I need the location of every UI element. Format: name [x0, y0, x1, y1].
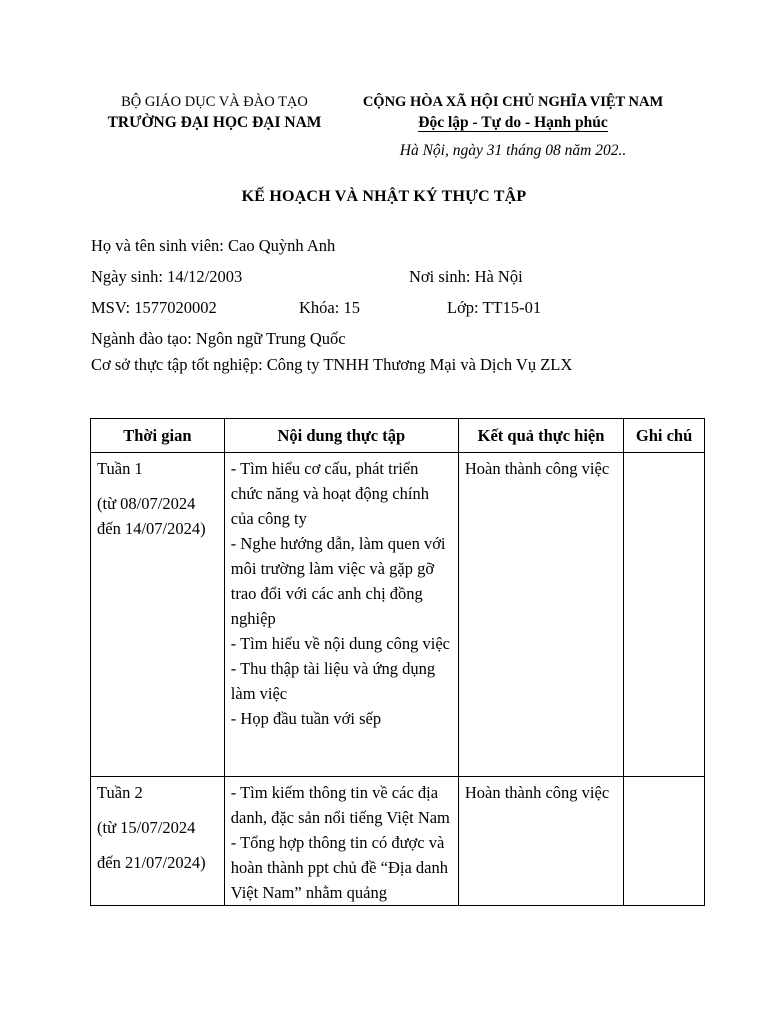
note-cell [624, 453, 705, 777]
document-title: KẾ HOẠCH VÀ NHẬT KÝ THỰC TẬP [241, 188, 527, 205]
result-cell: Hoàn thành công việc [458, 777, 623, 906]
school-name: TRƯỜNG ĐẠI HỌC ĐẠI NAM [107, 114, 322, 131]
national-header [348, 92, 678, 134]
week-label: Tuần 2 [97, 783, 143, 802]
content-item: - Họp đầu tuần với sếp [230, 709, 382, 728]
week-period [97, 491, 218, 541]
content-item: - Tổng hợp thông tin có được và hoàn thành ppt chủ đề “Địa danh Việt Nam” nhằm quảng [230, 833, 448, 902]
content-cell [224, 777, 458, 906]
content-item: - Nghe hướng dẫn, làm quen với môi trường làm việc và gặp gỡ trao đổi với các anh chị đồng nghiệp [230, 534, 446, 628]
period-to: đến 14/07/2024) [97, 519, 206, 538]
student-id: MSV: 1577020002 [91, 298, 217, 317]
table-row [91, 777, 705, 906]
dateline: Hà Nội, ngày 31 tháng 08 năm 202.. [399, 142, 627, 159]
content-cell [224, 453, 458, 777]
student-course: Khóa: 15 [299, 298, 360, 317]
period-from: (từ 15/07/2024 [97, 818, 196, 837]
header-note: Ghi chú [624, 419, 705, 453]
week-period [97, 815, 218, 875]
week-cell [91, 777, 225, 906]
header-time: Thời gian [91, 419, 225, 453]
student-major: Ngành đào tạo: Ngôn ngữ Trung Quốc [91, 329, 346, 348]
week-label: Tuần 1 [97, 459, 143, 478]
national-motto: Độc lập - Tự do - Hạnh phúc [418, 114, 608, 131]
header-content: Nội dung thực tập [224, 419, 458, 453]
table-row [91, 453, 705, 777]
issuer-block [92, 92, 337, 134]
note-cell [624, 777, 705, 906]
content-item: - Tìm hiểu cơ cấu, phát triển chức năng và hoạt động chính của công ty [230, 459, 429, 528]
content-item: - Tìm hiểu về nội dung công việc [230, 634, 450, 653]
student-name: Họ và tên sinh viên: Cao Quỳnh Anh [91, 236, 336, 255]
republic-name: CỘNG HÒA XÃ HỘI CHỦ NGHĨA VIỆT NAM [362, 94, 664, 110]
period-to: đến 21/07/2024) [97, 853, 206, 872]
header-result: Kết quả thực hiện [458, 419, 623, 453]
internship-plan-table [90, 418, 705, 906]
content-item: - Tìm kiếm thông tin về các địa danh, đặc sản nổi tiếng Việt Nam [230, 783, 450, 827]
student-class: Lớp: TT15-01 [447, 298, 542, 317]
period-from: (từ 08/07/2024 [97, 494, 196, 513]
internship-company: Cơ sở thực tập tốt nghiệp: Công ty TNHH Thương Mại và Dịch Vụ ZLX [91, 355, 573, 374]
result-cell: Hoàn thành công việc [458, 453, 623, 777]
table-header-row [91, 419, 705, 453]
content-item: - Thu thập tài liệu và ứng dụng làm việc [230, 659, 436, 703]
student-birthdate: Ngày sinh: 14/12/2003 [91, 267, 243, 286]
student-birthplace: Nơi sinh: Hà Nội [409, 267, 523, 286]
week-cell [91, 453, 225, 777]
ministry-name: BỘ GIÁO DỤC VÀ ĐÀO TẠO [121, 94, 308, 110]
